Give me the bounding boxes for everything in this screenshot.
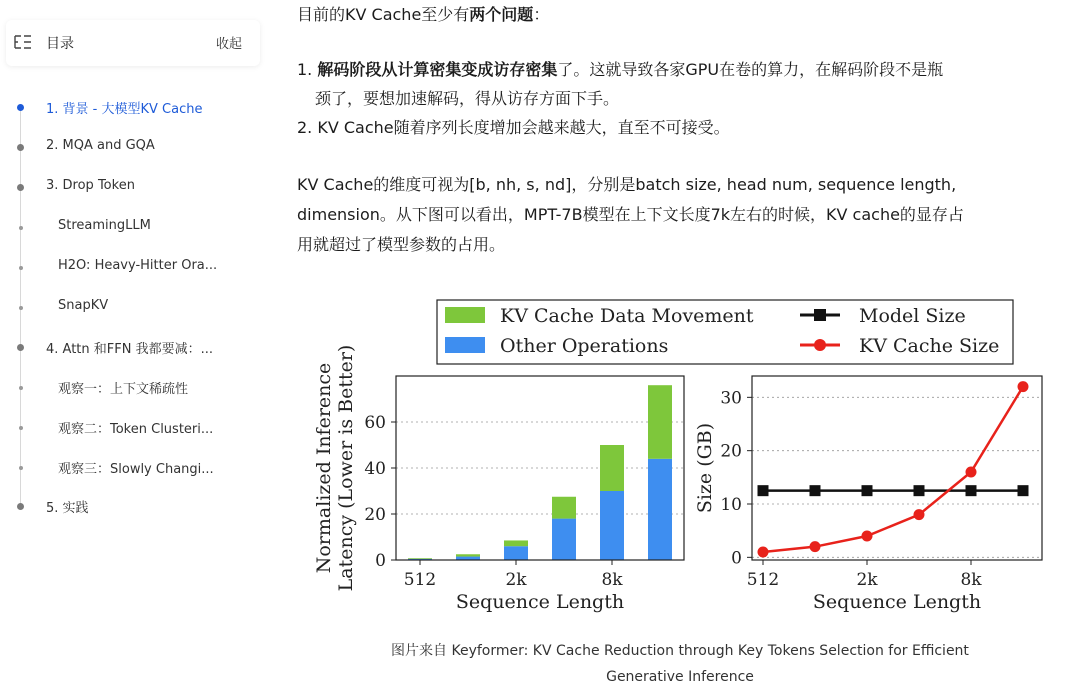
bar-other-operations — [504, 546, 528, 560]
latency-bar-chart — [313, 345, 684, 613]
bar-other-operations — [552, 519, 576, 560]
bar-kv-data-movement — [408, 558, 432, 559]
toc-item-background[interactable]: 1. 背景 - 大模型KV Cache — [46, 102, 203, 117]
toc-dot — [19, 226, 23, 230]
kv-cache-size-point — [810, 541, 821, 552]
bar-chart-ylabel-line2: Latency (Lower is Better) — [335, 344, 357, 592]
bar-chart-ytick-label: 20 — [364, 505, 386, 525]
toc-item-observation-3[interactable]: 观察三：Slowly Changi... — [58, 462, 214, 477]
toc-dot — [17, 144, 24, 151]
line-chart-ylabel: Size (GB) — [694, 422, 716, 514]
toc-dot — [17, 104, 24, 111]
legend-swatch-other-ops — [445, 337, 485, 353]
legend-label-kv-size: KV Cache Size — [859, 335, 1000, 357]
line-chart-ytick-label: 0 — [731, 548, 742, 569]
model-size-point — [862, 485, 873, 496]
kv-cache-size-point — [758, 547, 769, 558]
toc-item-mqa-gqa[interactable]: 2. MQA and GQA — [46, 138, 155, 153]
bar-kv-data-movement — [552, 497, 576, 519]
list-icon — [14, 34, 32, 50]
model-size-point — [810, 485, 821, 496]
bar-kv-data-movement — [456, 554, 480, 556]
line-chart-ytick-label: 20 — [720, 441, 742, 462]
toc-dot — [17, 184, 24, 191]
toc-title: 目录 — [46, 36, 74, 52]
toc-item-observation-2[interactable]: 观察二：Token Clusteri... — [58, 422, 214, 437]
point-1-bold: 解码阶段从计算密集变成访存密集 — [317, 60, 558, 79]
toc-item-h2o[interactable]: H2O: Heavy-Hitter Ora... — [58, 258, 218, 273]
kv-cache-figure — [300, 292, 1070, 622]
size-line-chart — [694, 376, 1042, 613]
bar-kv-data-movement — [648, 385, 672, 459]
bar-chart-ytick-label: 60 — [364, 413, 386, 433]
toc-sidebar — [0, 0, 270, 694]
model-size-point — [758, 485, 769, 496]
legend-label-kv-movement: KV Cache Data Movement — [500, 305, 754, 327]
intro-paragraph — [297, 0, 549, 29]
line-chart-ytick-label: 30 — [720, 388, 742, 409]
kv-cache-size-point — [966, 467, 977, 478]
toc-header — [6, 20, 260, 66]
line-chart-ytick-label: 10 — [720, 495, 742, 515]
bar-kv-data-movement — [504, 540, 528, 546]
toc-item-streamingllm[interactable]: StreamingLLM — [58, 218, 151, 233]
point-1-line2: 颈了，要想加速解码，得从访存方面下手。 — [315, 89, 620, 108]
toc-dot — [19, 266, 23, 270]
bar-chart-xtick-label: 512 — [403, 570, 437, 590]
toc-dot — [19, 466, 23, 470]
legend-label-model-size: Model Size — [859, 305, 966, 327]
toc-dot — [19, 386, 23, 390]
point-2: 2. KV Cache随着序列长度增加会越来越大，直至不可接受。 — [297, 118, 730, 137]
bar-other-operations — [600, 491, 624, 560]
toc-item-snapkv[interactable]: SnapKV — [58, 298, 109, 313]
model-size-point — [966, 485, 977, 496]
toc-item-practice[interactable]: 5. 实践 — [46, 501, 89, 516]
dims-line-2: dimension。从下图可以看出，MPT-7B模型在上下文长度7k左右的时候，KV cache的显存占 — [297, 205, 964, 224]
line-chart-xtick-label: 512 — [746, 570, 780, 590]
bar-chart-ylabel-line1: Normalized Inference — [313, 362, 335, 574]
point-1-number: 1. — [297, 60, 318, 79]
bar-kv-data-movement — [600, 445, 624, 491]
toc-dot — [17, 503, 24, 510]
line-chart-xtick-label: 8k — [960, 570, 982, 590]
legend-marker-kv-size — [814, 339, 826, 351]
point-1 — [297, 55, 943, 84]
kv-cache-size-point — [1018, 381, 1029, 392]
kv-cache-size-point — [862, 531, 873, 542]
intro-colon: ： — [533, 5, 550, 24]
bar-chart-ytick-label: 40 — [364, 459, 386, 479]
line-chart-frame — [752, 376, 1042, 560]
figure-caption — [300, 638, 1060, 690]
dims-line-3: 用就超过了模型参数的占用。 — [297, 235, 506, 254]
toc-dot — [19, 426, 23, 430]
chart-legend — [437, 300, 1013, 364]
kv-cache-size-point — [914, 509, 925, 520]
toc-dot — [19, 306, 23, 310]
toc-item-observation-1[interactable]: 观察一：上下文稀疏性 — [58, 382, 189, 397]
bar-chart-ytick-label: 0 — [375, 551, 386, 571]
line-chart-xtick-label: 2k — [856, 570, 878, 590]
legend-marker-model-size — [814, 309, 826, 321]
model-size-point — [914, 485, 925, 496]
toc-dot — [17, 344, 24, 351]
bar-chart-xtick-label: 2k — [505, 570, 527, 590]
kv-cache-size-line — [763, 387, 1023, 552]
caption-line-2: Generative Inference — [606, 669, 754, 685]
line-chart-xlabel: Sequence Length — [812, 591, 982, 613]
bar-chart-xlabel: Sequence Length — [455, 591, 625, 613]
bar-chart-frame — [396, 376, 684, 560]
toc-item-drop-token[interactable]: 3. Drop Token — [46, 178, 135, 193]
legend-swatch-kv-movement — [445, 307, 485, 323]
intro-text: 目前的KV Cache至少有 — [297, 5, 470, 24]
legend-label-other-ops: Other Operations — [500, 335, 669, 357]
bar-chart-xtick-label: 8k — [601, 570, 623, 590]
toc-item-attn-ffn[interactable]: 4. Attn 和FFN 我都要减：... — [46, 342, 213, 357]
caption-line-1: 图片来自 Keyformer: KV Cache Reduction through Key Tokens Selection for Efficient — [391, 643, 969, 659]
bar-other-operations — [648, 459, 672, 560]
dims-line-1: KV Cache的维度可视为[b, nh, s, nd]，分别是batch size, head num, sequence length, — [297, 175, 957, 194]
point-1-text: 了。这就导致各家GPU在卷的算力，在解码阶段不是瓶 — [557, 60, 944, 79]
model-size-point — [1018, 485, 1029, 496]
intro-bold: 两个问题 — [469, 5, 534, 24]
toc-collapse-button[interactable]: 收起 — [215, 37, 242, 52]
